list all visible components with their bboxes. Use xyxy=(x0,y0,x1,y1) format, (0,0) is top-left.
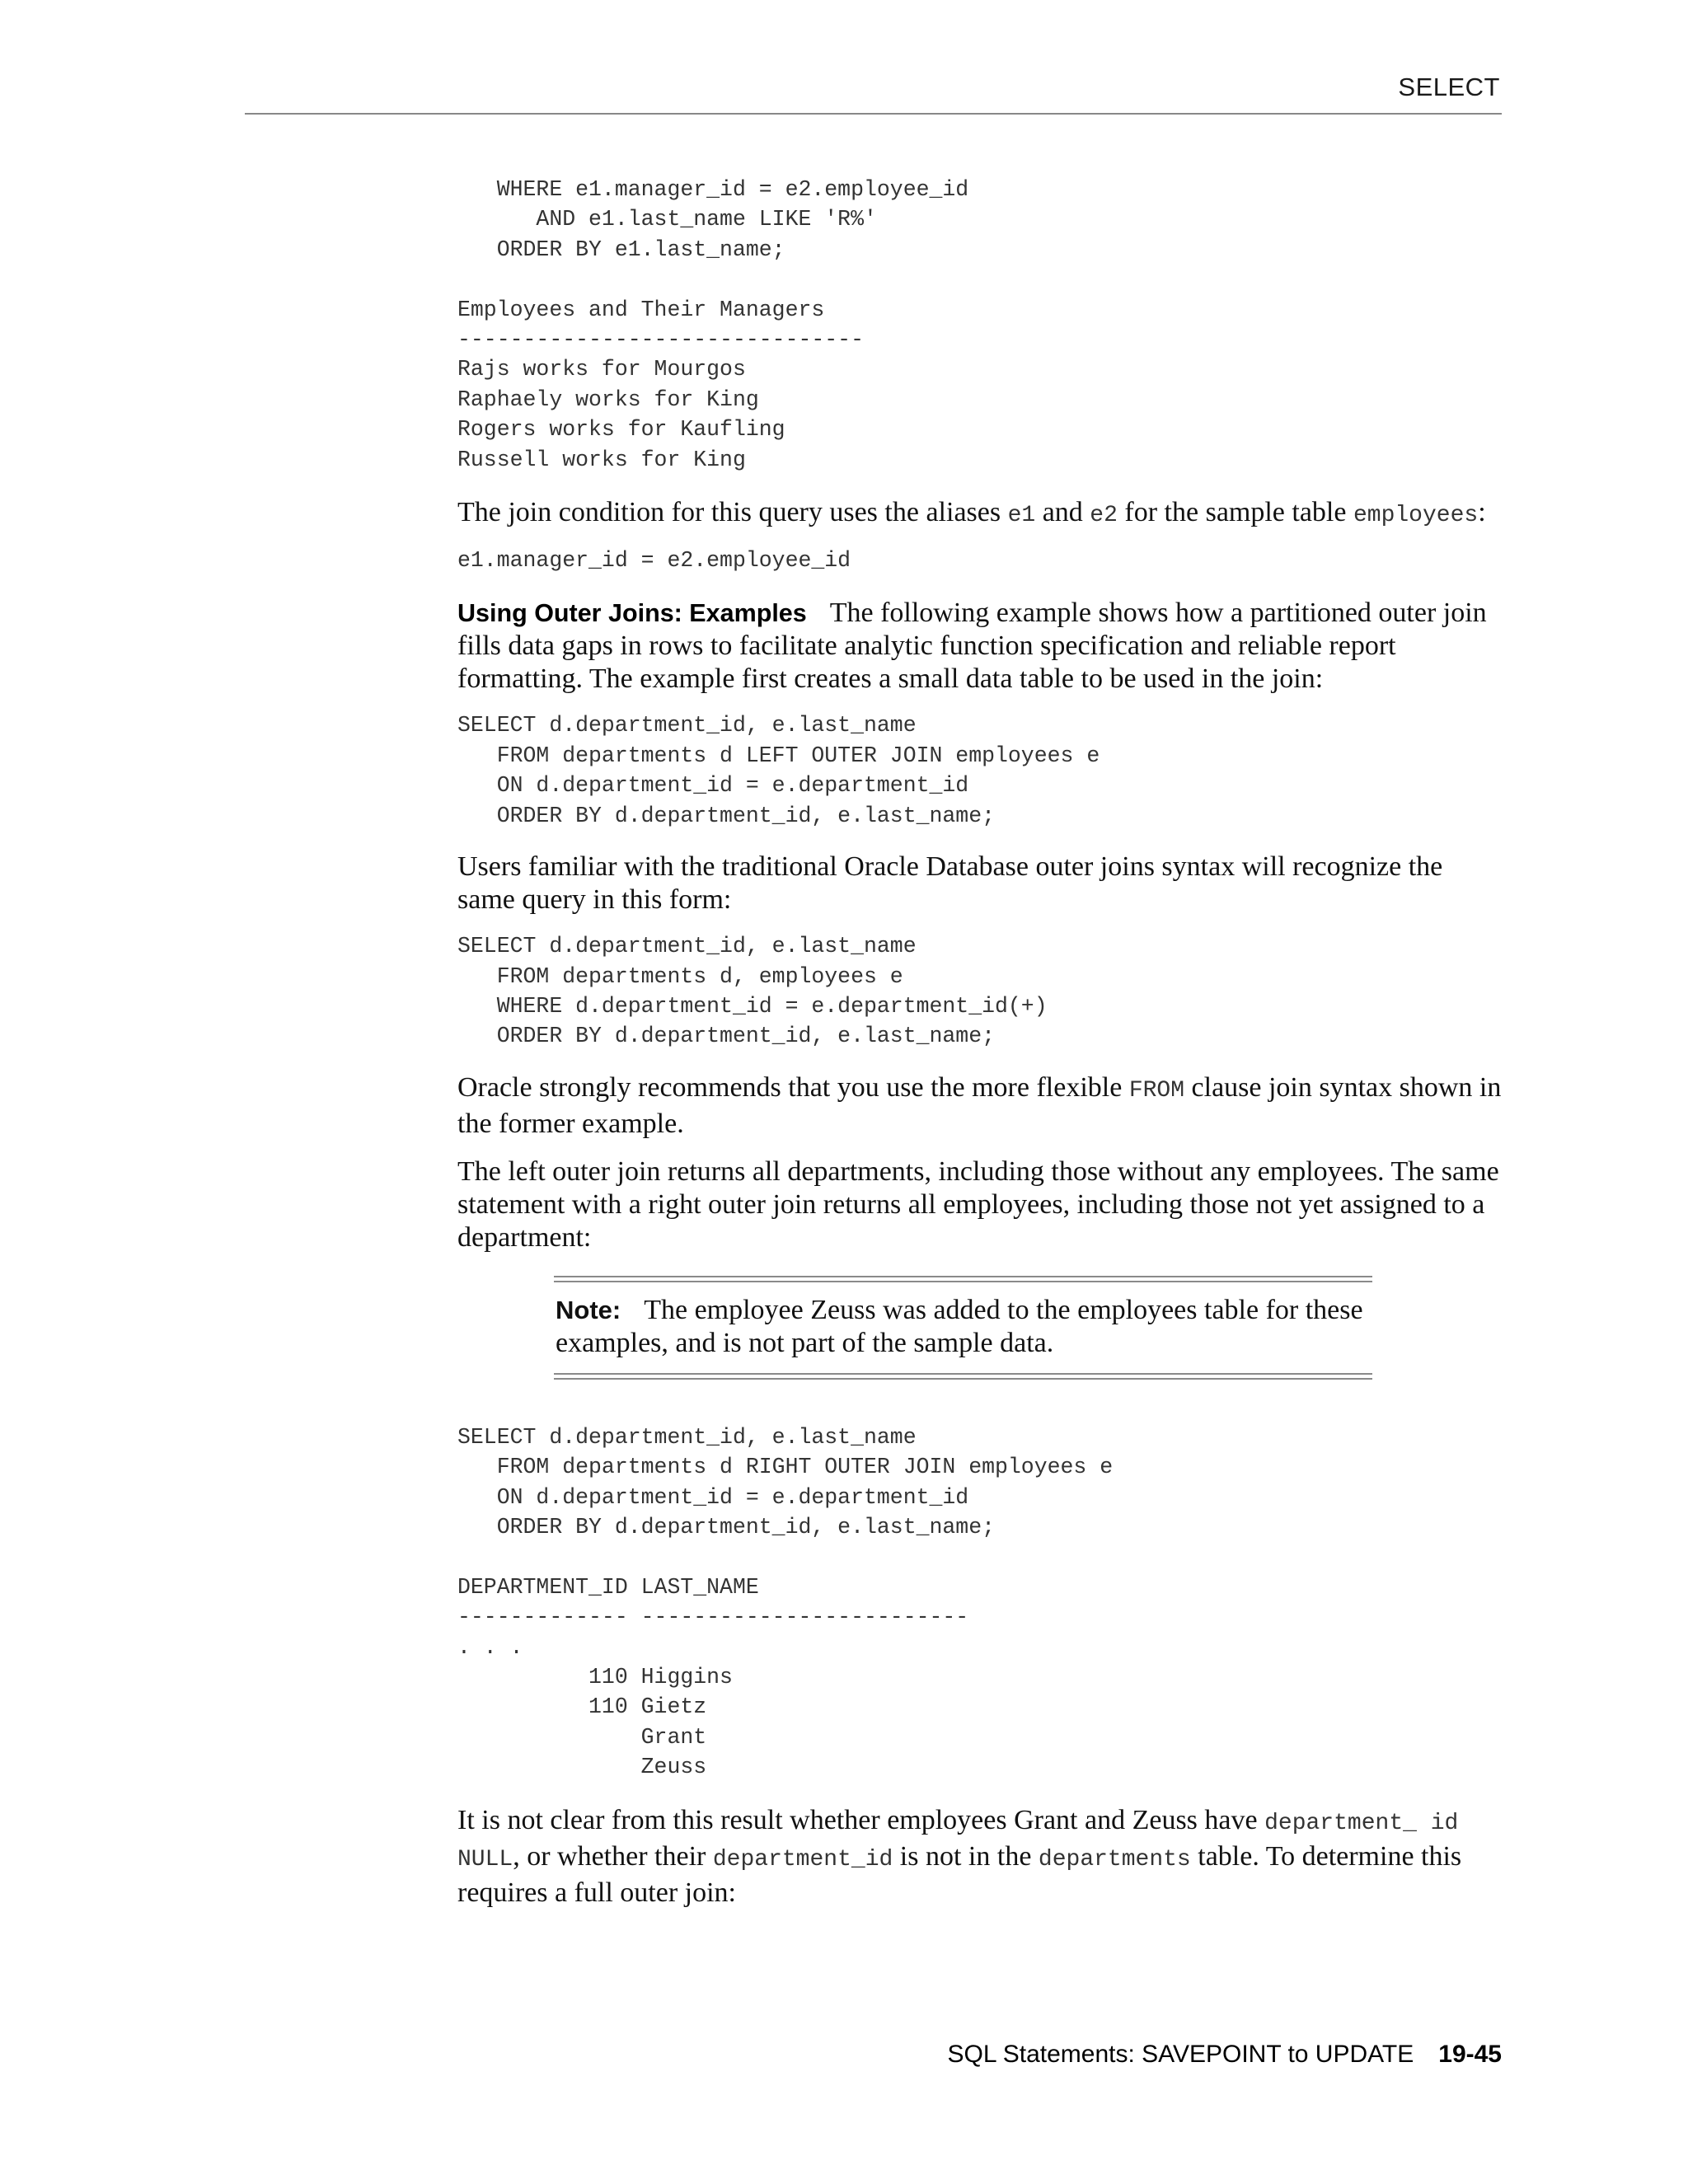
inline-code: employees xyxy=(1353,503,1479,529)
text-run: The following example shows how a partitioned outer join fills data gaps in rows to facilitate analytic function specification and reliable report formatting. The example first creates a small data table to be used in the join: xyxy=(457,598,1487,695)
inline-code: NULL xyxy=(457,1846,513,1872)
page-footer xyxy=(948,2041,1503,2069)
page-number: 19-45 xyxy=(1438,2041,1502,2068)
note-top-rule xyxy=(554,1276,1372,1282)
note-content xyxy=(554,1282,1372,1373)
code-block-join-condition: e1.manager_id = e2.employee_id xyxy=(457,548,851,574)
text-run: table. To determine this requires a full outer join: xyxy=(457,1840,1462,1908)
inline-code: departments xyxy=(1038,1846,1191,1872)
paragraph-traditional-syntax: Users familiar with the traditional Oracle Database outer joins syntax will recognize the same query in this form: xyxy=(457,851,1443,916)
text-run: : xyxy=(1478,497,1486,528)
running-header-title: SELECT xyxy=(1398,73,1500,101)
inline-code: e2 xyxy=(1090,503,1118,529)
footer-title: SQL Statements: SAVEPOINT to UPDATE xyxy=(947,2041,1414,2068)
text-run: for the sample table xyxy=(1117,497,1353,528)
text-run: is not in the xyxy=(893,1840,1039,1872)
paragraph-full-outer-join xyxy=(457,1804,1504,1910)
section-heading-outer-joins: Using Outer Joins: Examples xyxy=(457,599,807,628)
code-block-self-join-result: WHERE e1.manager_id = e2.employee_id AND e1.last_name LIKE 'R%' ORDER BY e1.last_name; Employees and Their Managers ------------------------------- Rajs works for Mourgos Raphaely works for King Rogers works for Kaufling Russell works for King xyxy=(457,177,969,472)
code-block-left-outer-join: SELECT d.department_id, e.last_name FROM departments d LEFT OUTER JOIN employees e ON d.department_id = e.department_id ORDER BY d.department_id, e.last_name; xyxy=(457,713,1100,828)
paragraph-outer-joins-intro xyxy=(457,597,1504,696)
code-block-right-outer-join-result: SELECT d.department_id, e.last_name FROM departments d RIGHT OUTER JOIN employees e ON d.department_id = e.department_id ORDER BY d.department_id, e.last_name; DEPARTMENT_ID LAST_NAME ------------- ------------------------- . . . 110 Higgins 110 Gietz Grant Zeuss xyxy=(457,1424,1114,1780)
text-run: Oracle strongly recommends that you use the more flexible xyxy=(457,1071,1129,1103)
text-run: clause join syntax shown in the former example. xyxy=(457,1071,1502,1139)
paragraph-join-condition xyxy=(457,496,1504,532)
inline-code: department_id xyxy=(712,1846,893,1872)
inline-code: department_ id xyxy=(1264,1810,1459,1836)
text-run: , or whether their xyxy=(513,1840,713,1872)
inline-code: e1 xyxy=(1007,503,1036,529)
paragraph-left-right-join: The left outer join returns all departments, including those without any employees. The same statement with a right outer join returns all employees, including those not yet assigned to a department: xyxy=(457,1155,1499,1253)
inline-code: FROM xyxy=(1128,1077,1185,1104)
note-box xyxy=(554,1276,1372,1380)
paragraph-recommendation xyxy=(457,1071,1504,1141)
page-content xyxy=(457,175,1504,1910)
text-run: It is not clear from this result whether employees Grant and Zeuss have xyxy=(457,1804,1265,1835)
note-bottom-rule xyxy=(554,1373,1372,1380)
code-block-plus-syntax: SELECT d.department_id, e.last_name FROM departments d, employees e WHERE d.department_id = e.department_id(+) ORDER BY d.department_id, e.last_name; xyxy=(457,934,1048,1049)
note-label: Note: xyxy=(556,1295,621,1324)
note-text: The employee Zeuss was added to the employees table for these examples, and is not part of the sample data. xyxy=(556,1294,1363,1358)
text-run: and xyxy=(1035,497,1090,528)
text-run: The join condition for this query uses the aliases xyxy=(457,497,1008,528)
header-divider xyxy=(245,113,1502,115)
